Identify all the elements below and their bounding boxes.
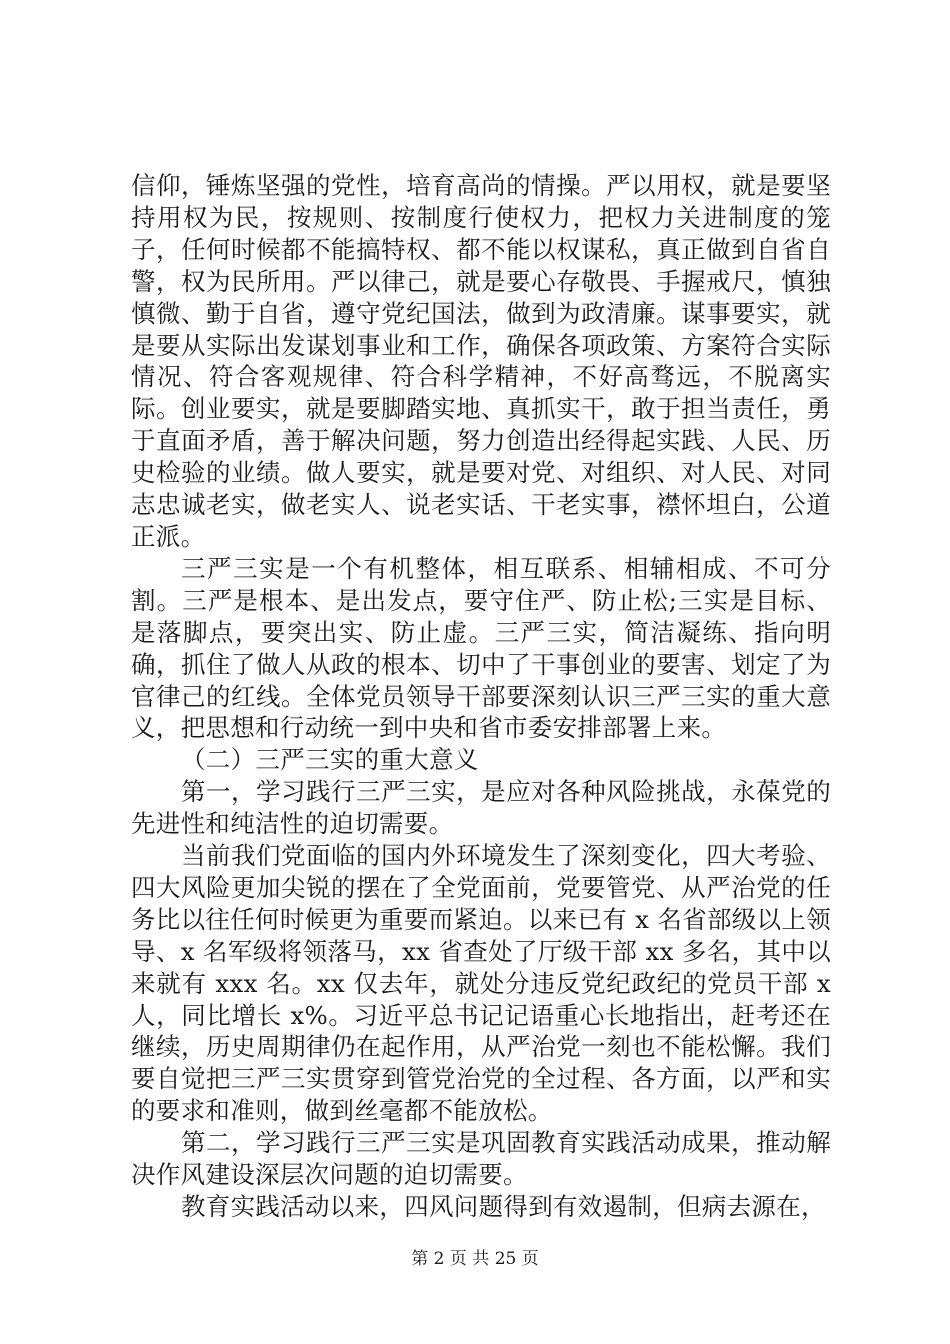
paragraph-1: 信仰，锤炼坚强的党性，培育高尚的情操。严以用权，就是要坚持用权为民，按规则、按制度行使权力，把权力关进制度的笼子，任何时候都不能搞特权、都不能以权谋私，真正做到自省自警，权为民所用。严以律己，就是要心存敬畏、手握戒尺，慎独慎微、勤于自省，遵守党纪国法，做到为政清廉。谋事要实，就是要从实际出发谋划事业和工作，确保各项政策、方案符合实际情况、符合客观规律、符合科学精神，不好高骛远，不脱离实际。创业要实，就是要脚踏实地、真抓实干，敢于担当责任，勇于直面矛盾，善于解决问题，努力创造出经得起实践、人民、历史检验的业绩。做人要实，就是要对党、对组织、对人民、对同志忠诚老实，做老实人、说老实话、干老实事，襟怀坦白，公道正派。 [131, 171, 831, 551]
section-heading: （二）三严三实的重大意义 [181, 745, 479, 775]
paragraph-3: 第一，学习践行三严三实，是应对各种风险挑战，永葆党的先进性和纯洁性的迫切需要。 [131, 777, 831, 839]
paragraph-6: 教育实践活动以来，四风问题得到有效遏制，但病去源在， [181, 1192, 826, 1221]
paragraph-2: 三严三实是一个有机整体，相互联系、相辅相成、不可分割。三严是根本、是出发点，要守住严、防止松;三实是目标、是落脚点，要突出实、防止虚。三严三实，简洁凝练、指向明确，抓住了做人从政的根本、切中了干事创业的要害、划定了为官律己的红线。全体党员领导干部要深刻认识三严三实的重大意义，把思想和行动统一到中央和省市委安排部署上来。 [131, 553, 831, 743]
page-footer: 第 2 页 共 25 页 [411, 1249, 539, 1269]
paragraph-4: 当前我们党面临的国内外环境发生了深刻变化，四大考验、四大风险更加尖锐的摆在了全党面前，党要管党、从严治党的任务比以往任何时候更为重要而紧迫。以来已有 x 名省部级以上领导、x 名军级将领落马，xx 省查处了厅级干部 xx 多名，其中以来就有 xxx 名。xx 仅去年，就处分违反党纪政纪的党员干部 x 人，同比增长 x%。习近平总书记记语重心长地指出，赶考还在继续，历史周期律仍在起作用，从严治党一刻也不能松懈。我们要自觉把三严三实贯穿到管党治党的全过程、各方面，以严和实的要求和准则，做到丝毫都不能放松。 [131, 841, 831, 1126]
paragraph-5: 第二，学习践行三严三实是巩固教育实践活动成果，推动解决作风建设深层次问题的迫切需要。 [131, 1128, 831, 1190]
document-body [131, 170, 831, 1223]
